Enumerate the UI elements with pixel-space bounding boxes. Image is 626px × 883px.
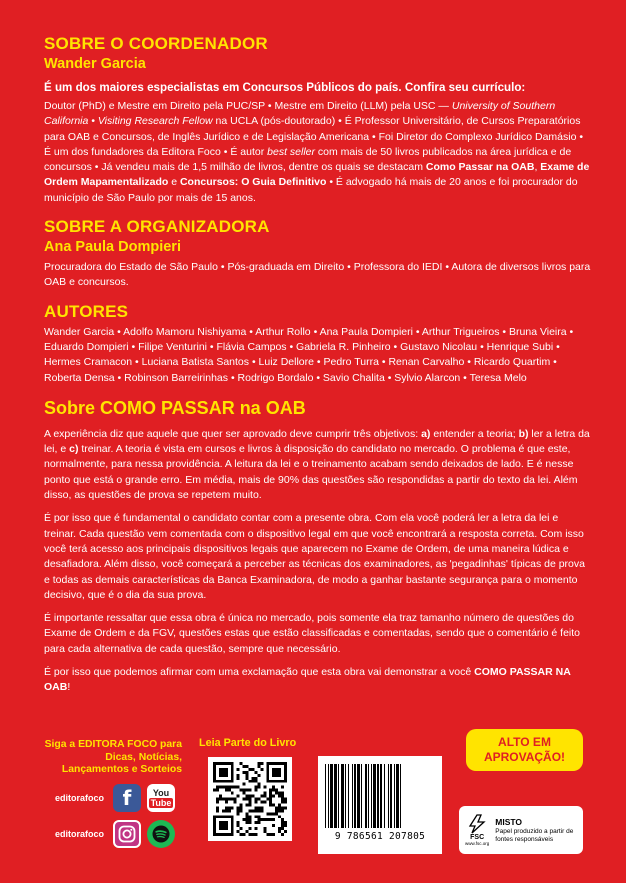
footer xyxy=(0,726,626,883)
coordinator-bio: Doutor (PhD) e Mestre em Direito pela PUC/SP • Mestre em Direito (LLM) pela USC — University of Southern California • Visiting Research Fellow na UCLA (pós-doutorado) • É Professor Universitário, de Cursos Preparatórios para OAB e Concursos, de Inglês Jurídico e de Legislação Americana • Foi Diretor do Complexo Jurídico Damásio • É um dos fundadores da Editora Foco • É autor best seller com mais de 50 livros publicados na área jurídica e de concursos • Já vendeu mais de 1,5 milhão de livros, dentre os quais se destacam Como Passar na OAB, Exame de Ordem Mapamentalizado e Concursos: O Guia Definitivo • É advogado há mais de 20 anos e foi procurador do município de São Paulo por mais de 15 anos. xyxy=(44,100,590,204)
back-cover-content xyxy=(44,34,592,696)
fsc-text xyxy=(495,817,577,844)
youtube-icon-text-top: You xyxy=(152,788,170,798)
fsc-description: Papel produzido a partir de fontes responsáveis xyxy=(495,827,574,843)
isbn-number: 9 786561 207805 xyxy=(334,831,426,842)
qr-code[interactable] xyxy=(208,757,292,841)
organizer-section xyxy=(44,217,592,291)
isbn-barcode xyxy=(318,756,442,854)
authors-heading: AUTORES xyxy=(44,301,129,321)
badge-line-1: ALTO EM xyxy=(498,735,551,749)
spotify-icon[interactable] xyxy=(147,820,175,848)
barcode-bars xyxy=(325,764,435,828)
coordinator-name: Wander Garcia xyxy=(44,56,146,72)
about-paragraph-2: É por isso que é fundamental o candidato contar com a presente obra. Com ela você poderá ler a letra da lei e treinar. Cada questão vem comentada com o dispositivo legal em que você encontrará a resposta correta. Com isso você terá acesso aos principais dispositivos legais que aparecem no Exame de Ordem, de uma maneira lúdica e desafiadora. Além disso, você começará a perceber as técnicas dos examinadores, as 'pegadinhas' típicas de prova e todas as demais características da Banca Examinadora, de modo a ganhar bastante segurança para o momento decisivo, que é o dia da sua prova. xyxy=(44,512,585,601)
approval-badge xyxy=(466,729,583,771)
youtube-icon[interactable] xyxy=(147,784,175,812)
social-handle: editorafoco xyxy=(55,793,105,803)
instagram-icon[interactable] xyxy=(113,820,141,848)
fsc-title: MISTO xyxy=(495,816,523,827)
organizer-bio: Procuradora do Estado de São Paulo • Pós-graduada em Direito • Professora do IEDI • Autora de diversos livros para OAB e concursos. xyxy=(44,261,591,289)
about-book-section xyxy=(44,397,592,696)
about-book-heading: Sobre COMO PASSAR na OAB xyxy=(44,397,306,418)
qr-code-graphic xyxy=(213,762,287,836)
coordinator-section xyxy=(44,34,592,206)
youtube-icon-text-bottom: Tube xyxy=(150,798,172,808)
about-paragraph-1: A experiência diz que aquele que quer ser aprovado deve cumprir três objetivos: a) entender a teoria; b) ler a letra da lei, e c) treinar. A teoria é vista em cursos e livros à disposição do candidato no mercado. O problema é que este, normalmente, para nessa providência. A leitura da lei e o treinamento acabam sendo deixados de lado. E é nesse ponto que está o grande erro. Em média, mais de 90% das questões são respondidas a partir do texto da lei. Além disso, as questões de prova se repetem muito. xyxy=(44,427,590,502)
authors-section xyxy=(44,302,592,386)
about-paragraph-4: É por isso que podemos afirmar com uma exclamação que esta obra vai demonstrar a você COMO PASSAR NA OAB! xyxy=(44,666,571,694)
organizer-heading: SOBRE A ORGANIZADORA xyxy=(44,217,270,237)
fsc-logo-icon xyxy=(465,811,489,849)
coordinator-heading: SOBRE O COORDENADOR xyxy=(44,34,268,53)
follow-editora-text: Siga a EDITORA FOCO para Dicas, Notícias, Lançamentos e Sorteios xyxy=(44,739,182,776)
read-sample-label: Leia Parte do Livro xyxy=(199,737,297,749)
social-row-2 xyxy=(55,820,175,848)
authors-list: Wander Garcia • Adolfo Mamoru Nishiyama • Arthur Rollo • Ana Paula Dompieri • Arthur Trigueiros • Bruna Vieira • Eduardo Dompieri • Filipe Venturini • Flávia Campos • Gabriela R. Pinheiro • Gustavo Nicolau • Henrique Subi • Hermes Cramacon • Luciana Batista Santos • Luiz Dellore • Pedro Turra • Renan Carvalho • Ricardo Quartim • Roberta Densa • Robinson Barreirinhas • Rodrigo Bordalo • Savio Chalita • Sylvio Alarcon • Teresa Melo xyxy=(44,325,574,384)
fsc-logo-text: FSC xyxy=(470,834,485,841)
fsc-url: www.fsc.org xyxy=(465,841,490,846)
about-paragraph-3: É importante ressaltar que essa obra é única no mercado, pois somente ela traz tamanho número de questões do Exame de Ordem e da FGV, questões estas que estão classificadas e comentadas, sendo que o comentário é feito para cada alternativa de cada questão, sempre que necessário. xyxy=(44,612,581,655)
coordinator-lead: É um dos maiores especialistas em Concursos Públicos do país. Confira seu currículo: xyxy=(44,81,526,94)
social-row-1 xyxy=(55,784,175,812)
social-handle: editorafoco xyxy=(55,829,105,839)
fsc-label xyxy=(459,806,583,854)
facebook-icon[interactable]: f xyxy=(113,784,141,812)
badge-line-2: APROVAÇÃO! xyxy=(483,750,566,764)
organizer-name: Ana Paula Dompieri xyxy=(44,239,181,256)
